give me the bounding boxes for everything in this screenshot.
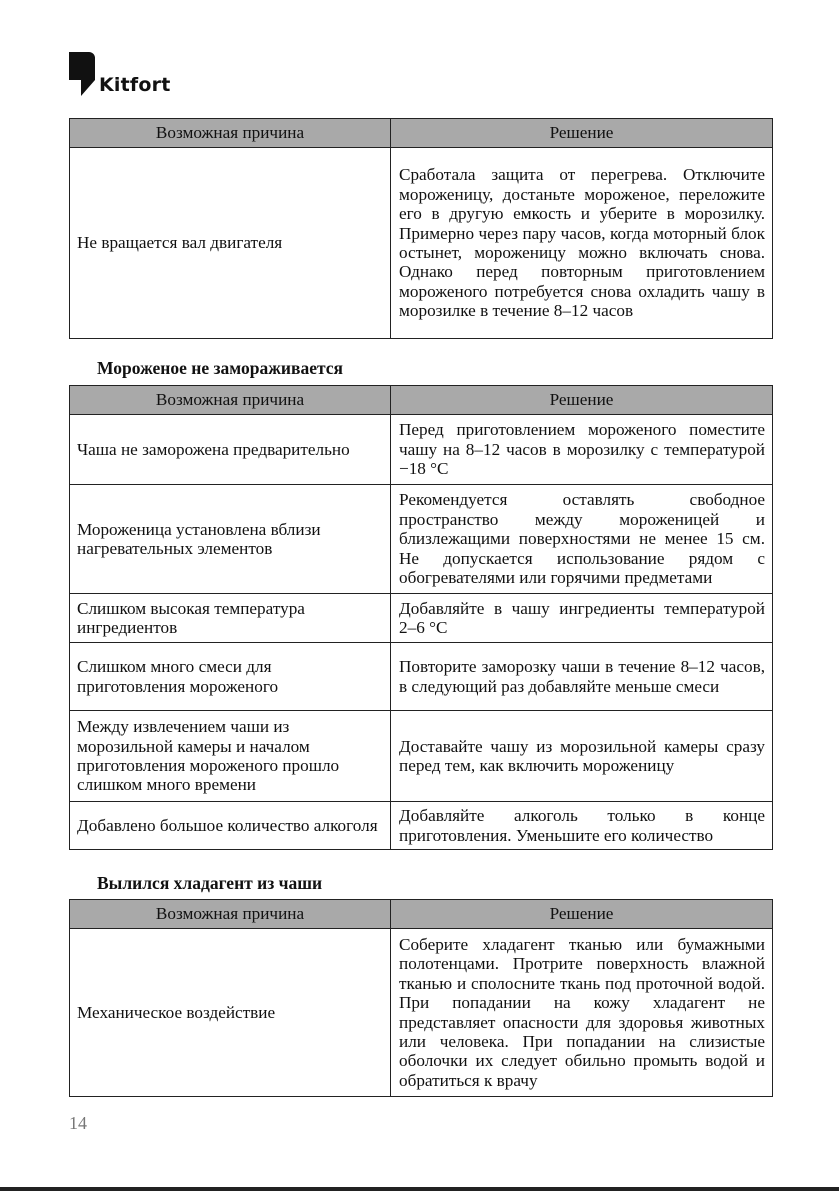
table-row (70, 594, 773, 643)
table-refrigerant-leak (69, 899, 773, 1097)
brand-name: Kitfort (99, 74, 171, 96)
section-title-not-freezing: Мороженое не замораживается (97, 358, 343, 378)
cause-cell: Слишком много смеси для приготовления мороженого (70, 643, 391, 711)
cause-cell: Чаша не заморожена предварительно (70, 415, 391, 485)
cause-cell: Между извлечением чаши из морозильной камеры и началом приготовления мороженого прошло слишком много времени (70, 711, 391, 802)
cause-cell: Не вращается вал двигателя (70, 148, 391, 339)
table-overheat (69, 118, 773, 339)
solution-cell: Добавляйте в чашу ингредиенты температурой 2–6 °C (391, 594, 773, 643)
solution-cell: Доставайте чашу из морозильной камеры сразу перед тем, как включить мороженицу (391, 711, 773, 802)
table-row (70, 148, 773, 339)
page-number: 14 (69, 1113, 87, 1133)
kitfort-logo-icon (69, 52, 95, 98)
solution-cell: Добавляйте алкоголь только в конце приготовления. Уменьшите его количество (391, 802, 773, 850)
column-header-solution: Решение (391, 386, 773, 415)
table-not-freezing (69, 385, 773, 850)
solution-cell: Соберите хладагент тканью или бумажными полотенцами. Протрите поверхность влажной тканью и сполосните ткань под проточной водой. При попадании на кожу хладагент не представляет опасности для здоровья животных или человека. При попадании на слизистые оболочки их следует обильно промыть водой и обратиться к врачу (391, 929, 773, 1097)
cause-cell: Механическое воздействие (70, 929, 391, 1097)
column-header-solution: Решение (391, 900, 773, 929)
column-header-cause: Возможная причина (70, 900, 391, 929)
solution-cell: Повторите заморозку чаши в течение 8–12 часов, в следующий раз добавляйте меньше смеси (391, 643, 773, 711)
table-row (70, 485, 773, 594)
section-title-refrigerant-leak: Вылился хладагент из чаши (97, 873, 323, 893)
table-row (70, 929, 773, 1097)
cause-cell: Добавлено большое количество алкоголя (70, 802, 391, 850)
table-row (70, 415, 773, 485)
page-bottom-border (0, 1187, 839, 1191)
column-header-solution: Решение (391, 119, 773, 148)
table-row (70, 802, 773, 850)
solution-cell: Рекомендуется оставлять свободное пространство между мороженицей и близлежащими поверхностями не менее 15 см. Не допускается использование рядом с обогревателями или горячими предметами (391, 485, 773, 594)
column-header-cause: Возможная причина (70, 119, 391, 148)
solution-cell: Перед приготовлением мороженого поместите чашу на 8–12 часов в морозилку с температурой −18 °C (391, 415, 773, 485)
table-row (70, 643, 773, 711)
table-row (70, 711, 773, 802)
column-header-cause: Возможная причина (70, 386, 391, 415)
solution-cell: Сработала защита от перегрева. Отключите мороженицу, достаньте мороженое, переложите его в другую емкость и уберите в морозилку. Примерно через пару часов, когда моторный блок остынет, мороженицу можно включать снова. Однако перед повторным приготовлением мороженого потребуется снова охладить чашу в морозилке в течение 8–12 часов (391, 148, 773, 339)
cause-cell: Мороженица установлена вблизи нагревательных элементов (70, 485, 391, 594)
cause-cell: Слишком высокая температура ингредиентов (70, 594, 391, 643)
brand-logo (69, 48, 171, 98)
